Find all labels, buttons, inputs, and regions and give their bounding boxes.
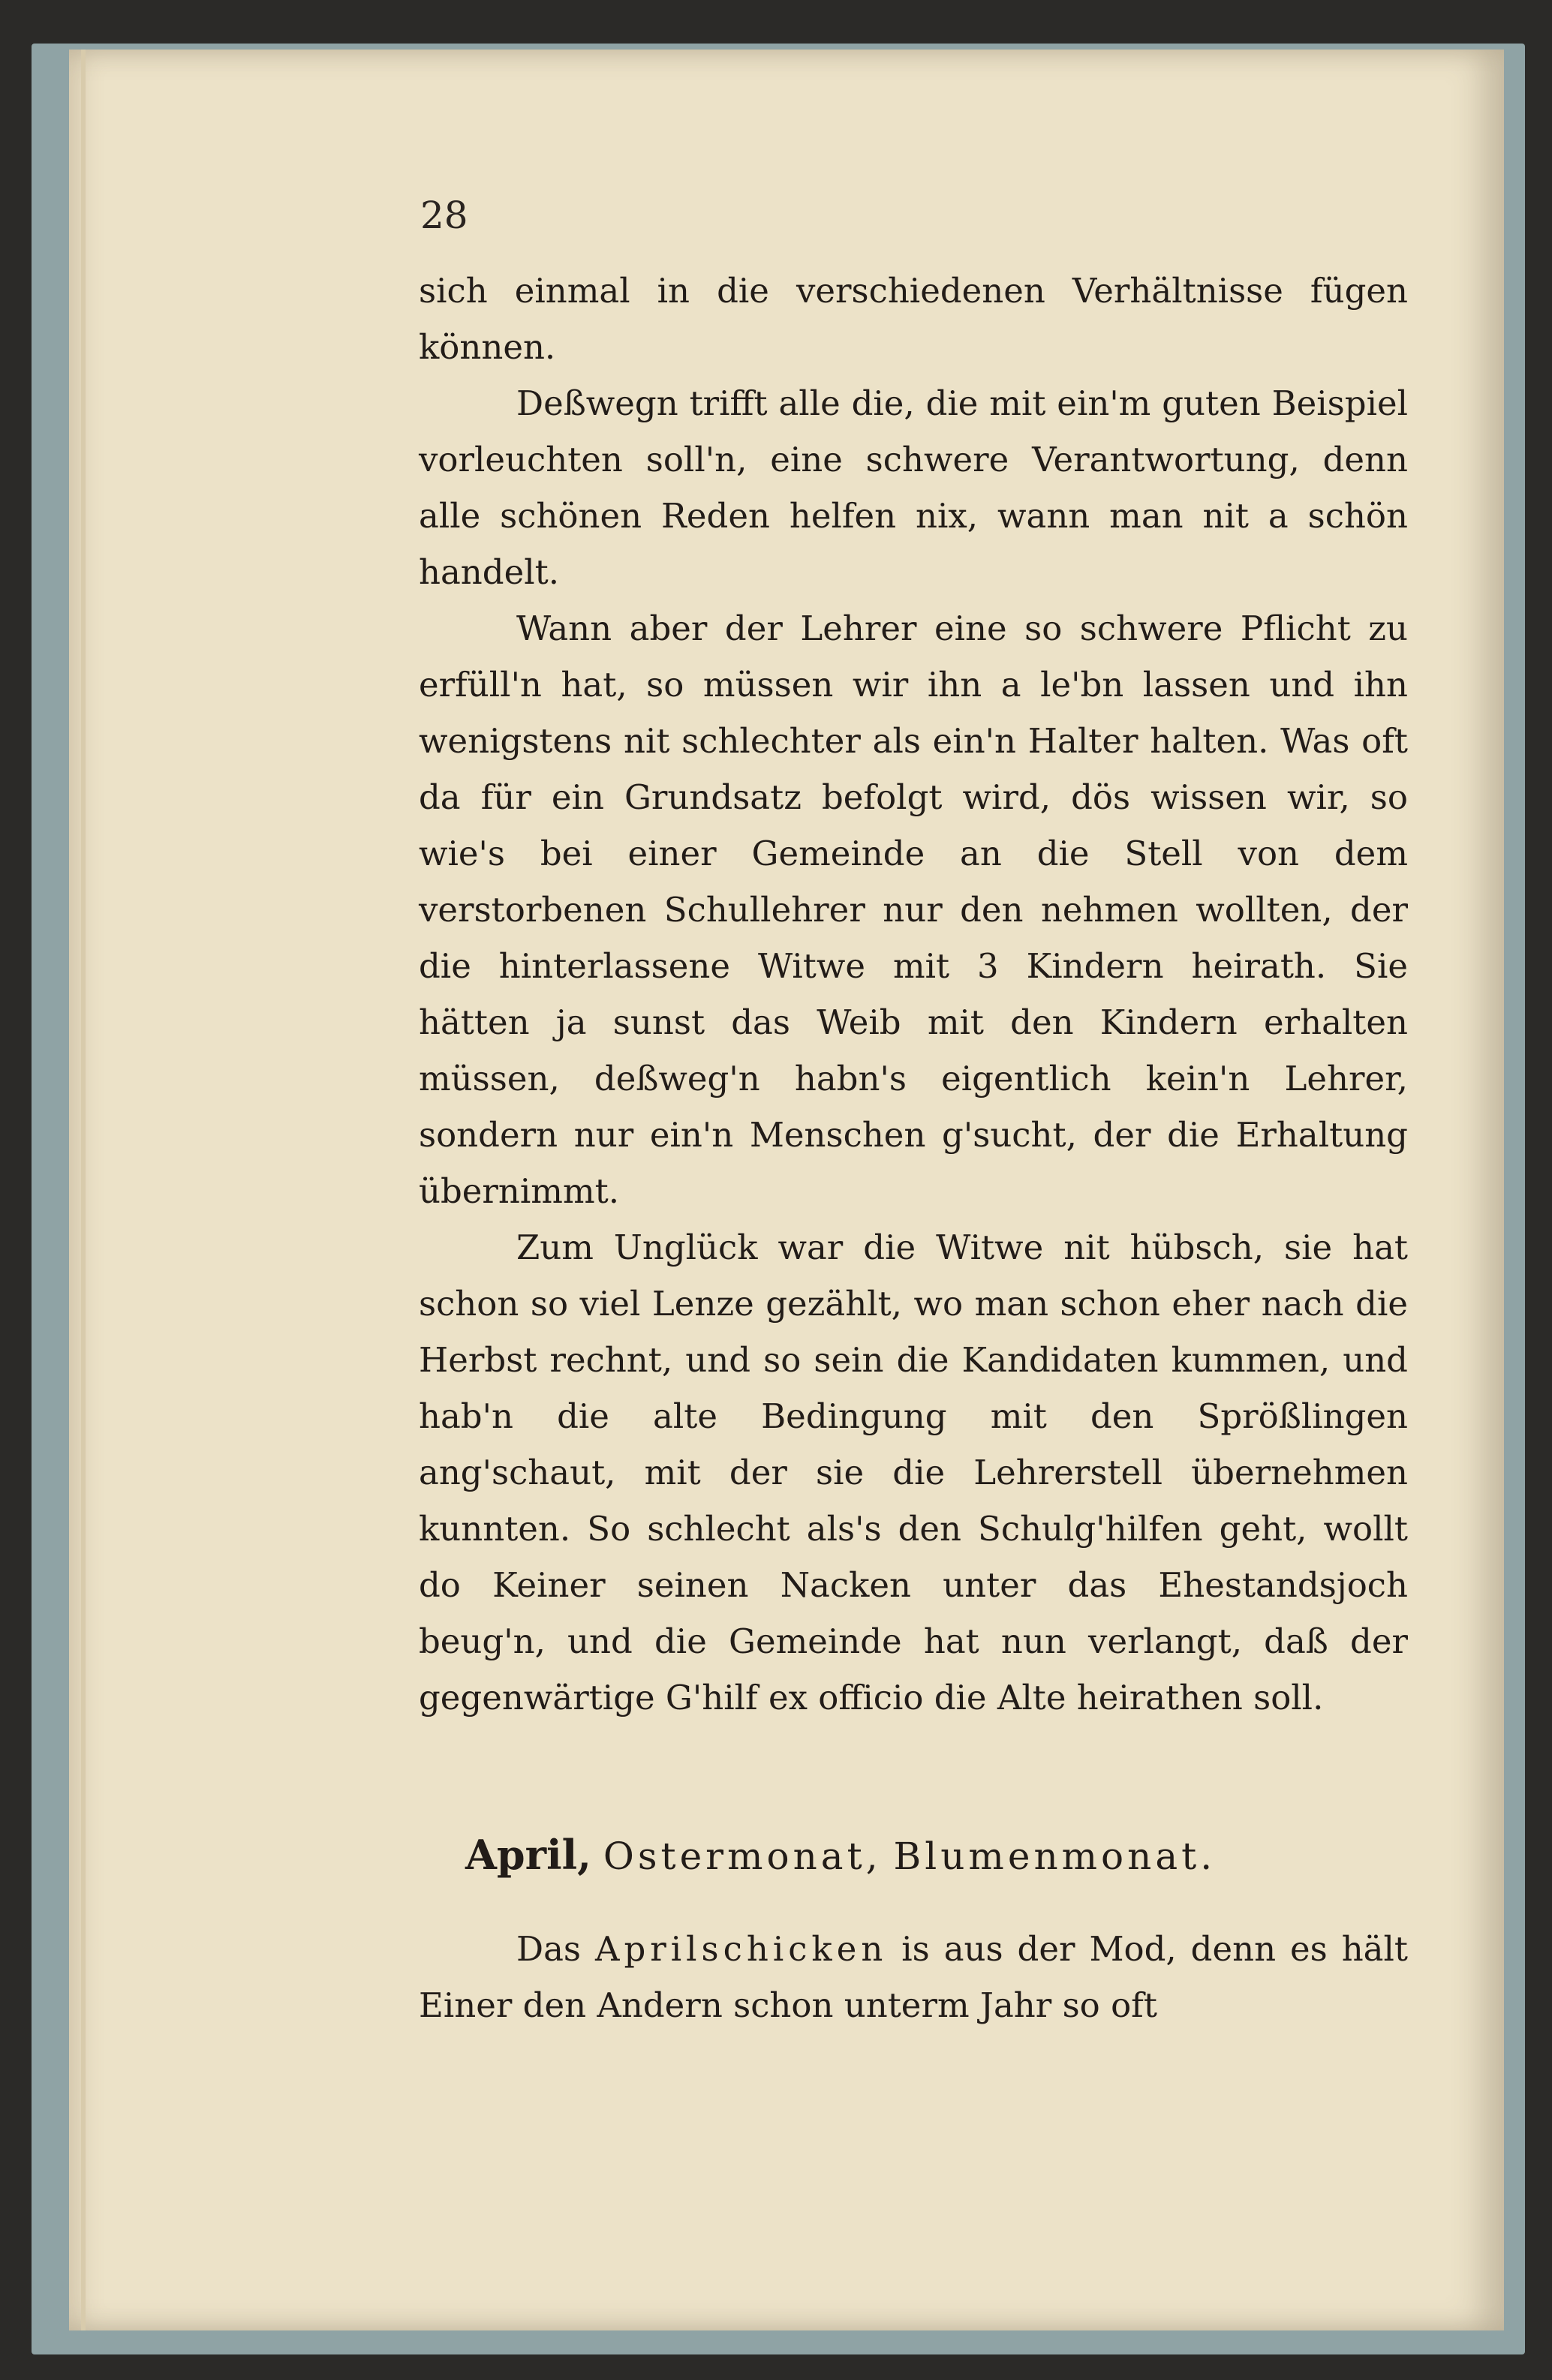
page-number: 28 bbox=[420, 194, 468, 237]
heading-name-2: Blumenmonat. bbox=[893, 1835, 1217, 1878]
section-paragraph bbox=[419, 1921, 1408, 2033]
page-edge bbox=[81, 50, 86, 2330]
body-text bbox=[419, 263, 1408, 1726]
section-text bbox=[419, 1921, 1408, 2033]
section-paragraph-rest: is aus der Mod, denn es hält Einer den Andern schon unterm Jahr so oft bbox=[419, 1929, 1408, 2025]
section-paragraph-emphasis: Aprilschicken bbox=[594, 1929, 888, 1969]
paragraph-2: Deßwegn trifft alle die, die mit ein'm guten Beispiel vorleuchten soll'n, eine schwere Verantwortung, denn alle schönen Reden helfen nix, wann man nit a schön handelt. bbox=[419, 383, 1408, 592]
section-heading bbox=[465, 1831, 1411, 1879]
section-paragraph-prefix: Das bbox=[516, 1929, 595, 1969]
heading-name-1: Ostermonat, bbox=[603, 1835, 882, 1878]
heading-month: April, bbox=[465, 1831, 591, 1879]
paragraph-3: Wann aber der Lehrer eine so schwere Pflicht zu erfüll'n hat, so müssen wir ihn a le'bn lassen und ihn wenigstens nit schlechter als ein'n Halter halten. Was oft da für ein Grundsatz befolgt wird, dös wissen wir, so wie's bei einer Gemeinde an die Stell von dem verstorbenen Schullehrer nur den nehmen wollten, der die hinterlassene Witwe mit 3 Kindern heirath. Sie hätten ja sunst das Weib mit den Kindern erhalten müssen, deßweg'n habn's eigentlich kein'n Lehrer, sondern nur ein'n Menschen g'sucht, der die Erhaltung übernimmt. bbox=[419, 609, 1408, 1211]
paragraph-1: sich einmal in die verschiedenen Verhältnisse fügen können. bbox=[419, 271, 1408, 367]
paragraph-4: Zum Unglück war die Witwe nit hübsch, sie hat schon so viel Lenze gezählt, wo man schon eher nach die Herbst rechnt, und so sein die Kandidaten kummen, und hab'n die alte Bedingung mit den Sprößlingen ang'schaut, mit der sie die Lehrerstell übernehmen kunnten. So schlecht als's den Schulg'hilfen geht, wollt do Keiner seinen Nacken unter das Ehestandsjoch beug'n, und die Gemeinde hat nun verlangt, daß der gegenwärtige G'hilf ex officio die Alte heirathen soll. bbox=[419, 1228, 1408, 1717]
